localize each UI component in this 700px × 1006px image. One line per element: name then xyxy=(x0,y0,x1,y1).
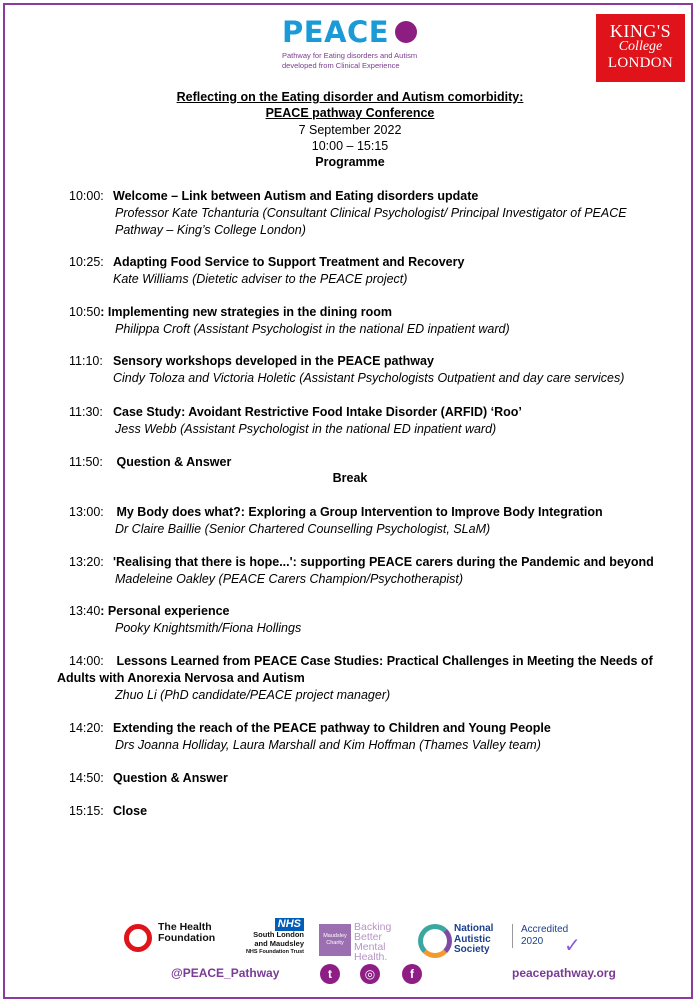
programme-item xyxy=(69,803,669,820)
national-autistic-society-ring-icon xyxy=(418,924,452,958)
peace-logo-dot-icon xyxy=(395,21,417,43)
item-title-cont: Adults with Anorexia Nervosa and Autism xyxy=(57,671,305,685)
programme-item xyxy=(69,404,669,438)
item-title: Close xyxy=(113,804,148,818)
item-speaker: Kate Williams (Dietetic adviser to the PEACE project) xyxy=(113,272,408,286)
peace-logo-word: PEACE xyxy=(282,15,390,49)
peace-tagline-line2: developed from Clinical Experience xyxy=(282,60,400,70)
nhs-line3: NHS Foundation Trust xyxy=(245,949,304,955)
instagram-icon[interactable]: ◎ xyxy=(360,964,380,984)
conference-title-line2: PEACE pathway Conference xyxy=(265,106,435,120)
item-speaker-cont: Pathway – King’s College London) xyxy=(115,223,306,237)
item-title: Case Study: Avoidant Restrictive Food Intake Disorder (ARFID) ‘Roo’ xyxy=(113,405,522,419)
item-time: 11:50: xyxy=(69,455,103,469)
facebook-icon[interactable]: f xyxy=(402,964,422,984)
item-time: 10:50 xyxy=(69,305,101,319)
bbmh-line4: Health. xyxy=(354,951,388,963)
item-speaker: Cindy Toloza and Victoria Holetic (Assistant Psychologists Outpatient and day care services) xyxy=(113,371,625,385)
item-time: 14:00: xyxy=(69,654,104,668)
nas-line1: National xyxy=(454,923,494,934)
programme-item xyxy=(69,188,669,239)
item-time: 10:25: xyxy=(69,255,104,269)
item-time: 13:00: xyxy=(69,505,104,519)
item-speaker: Madeleine Oakley (PEACE Carers Champion/Psychotherapist) xyxy=(115,572,464,586)
programme-item xyxy=(69,554,669,588)
nas-line3: Society xyxy=(454,944,490,955)
health-foundation-text: The Health Foundation xyxy=(158,921,216,944)
item-title: Adapting Food Service to Support Treatment and Recovery xyxy=(113,255,465,269)
item-time: 14:50: xyxy=(69,771,104,785)
peace-logo xyxy=(282,16,442,70)
kcl-line2: College xyxy=(618,39,663,54)
conference-title-line1: Reflecting on the Eating disorder and Autism comorbidity: xyxy=(176,90,524,104)
item-speaker: Dr Claire Baillie (Senior Chartered Counselling Psychologist, SLaM) xyxy=(115,522,491,536)
item-time: 13:40 xyxy=(69,604,101,618)
item-speaker: Pooky Knightsmith/Fiona Hollings xyxy=(115,621,302,635)
item-speaker: Zhuo Li (PhD candidate/PEACE project manager) xyxy=(115,688,391,702)
accredited-badge xyxy=(512,924,568,948)
item-time: 13:20: xyxy=(69,555,104,569)
maudsley-charity-logo: Maudsley Charity xyxy=(319,924,351,956)
item-speaker: Jess Webb (Assistant Psychologist in the national ED inpatient ward) xyxy=(115,422,497,436)
item-title: Question & Answer xyxy=(113,455,232,469)
programme-item xyxy=(69,353,669,387)
item-speaker: Professor Kate Tchanturia (Consultant Clinical Psychologist/ Principal Investigator of PEACE xyxy=(115,206,627,220)
nhs-line2: and Maudsley xyxy=(254,938,304,948)
kings-college-logo xyxy=(596,14,685,82)
bbmh-line2: Better xyxy=(354,931,383,943)
item-title: : Implementing new strategies in the dining room xyxy=(100,305,392,319)
kcl-line3: LONDON xyxy=(607,55,674,71)
accredited-label: Accredited xyxy=(521,924,569,935)
nhs-badge: NHS xyxy=(275,918,304,931)
backing-better-mental-health-logo xyxy=(354,922,391,962)
item-title: Question & Answer xyxy=(113,771,228,785)
peace-tagline-line1: Pathway for Eating disorders and Autism xyxy=(282,51,418,60)
bbmh-line3: Mental xyxy=(354,941,386,953)
item-time: 11:10: xyxy=(69,354,103,368)
item-title: Lessons Learned from PEACE Case Studies: Practical Challenges in Meeting the Needs of xyxy=(113,654,653,668)
programme-item xyxy=(69,603,669,637)
nhs-line1: South London xyxy=(253,930,304,939)
national-autistic-society-logo xyxy=(454,924,493,956)
item-time: 10:00: xyxy=(69,189,104,203)
item-speaker: Philippa Croft (Assistant Psychologist in the national ED inpatient ward) xyxy=(115,322,510,336)
programme-item xyxy=(69,504,669,538)
twitter-icon[interactable]: t xyxy=(320,964,340,984)
programme-item xyxy=(69,254,669,288)
nhs-slam-logo xyxy=(238,918,304,957)
programme-item xyxy=(69,770,669,787)
item-title: Extending the reach of the PEACE pathway to Children and Young People xyxy=(113,721,551,735)
twitter-handle-link[interactable]: @PEACE_Pathway xyxy=(171,966,280,980)
break-label: Break xyxy=(332,471,368,485)
item-time: 14:20: xyxy=(69,721,104,735)
bbmh-line1: Backing xyxy=(354,921,392,933)
nas-line2: Autistic xyxy=(454,933,491,945)
item-title: Welcome – Link between Autism and Eating disorders update xyxy=(113,189,479,203)
item-title: : Personal experience xyxy=(100,604,230,618)
conference-time: 10:00 – 15:15 xyxy=(311,139,389,153)
website-link[interactable]: peacepathway.org xyxy=(512,966,616,980)
accredited-year: 2020 xyxy=(521,936,544,947)
sponsor-logos xyxy=(120,918,590,968)
programme-item xyxy=(69,304,669,338)
item-title: 'Realising that there is hope...': supporting PEACE carers during the Pandemic and beyond xyxy=(113,555,654,569)
item-speaker: Drs Joanna Holliday, Laura Marshall and Kim Hoffman (Thames Valley team) xyxy=(115,738,541,752)
conference-date: 7 September 2022 xyxy=(298,123,402,137)
item-title: My Body does what?: Exploring a Group Intervention to Improve Body Integration xyxy=(113,505,603,519)
programme-item xyxy=(69,720,669,754)
programme-heading: Programme xyxy=(315,155,385,169)
checkmark-icon: ✓ xyxy=(564,935,581,957)
programme-item xyxy=(57,653,669,704)
programme-item xyxy=(69,454,669,471)
item-time: 11:30: xyxy=(69,405,103,419)
item-time: 15:15: xyxy=(69,804,104,818)
kcl-line1: KING'S xyxy=(609,21,672,41)
peace-logo-tagline xyxy=(282,51,442,70)
item-title: Sensory workshops developed in the PEACE pathway xyxy=(113,354,434,368)
health-foundation-ring-icon xyxy=(124,924,152,952)
